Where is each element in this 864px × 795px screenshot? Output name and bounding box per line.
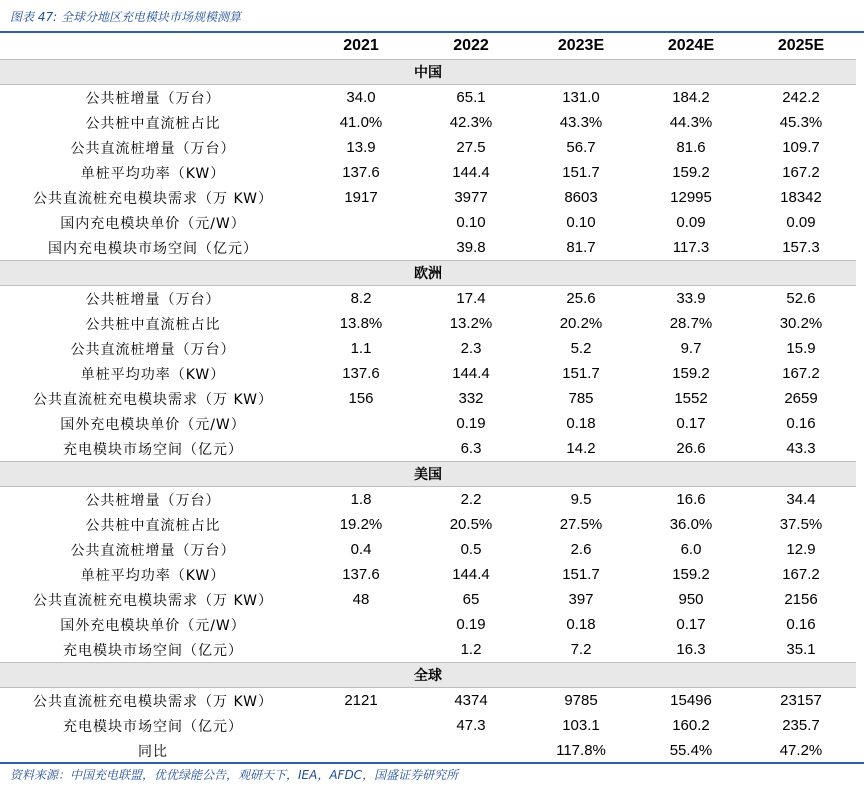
value-cell: 151.7 [562, 164, 600, 181]
section-row [0, 462, 856, 487]
value-cell: 43.3 [786, 440, 816, 457]
value-cell: 144.4 [452, 164, 490, 181]
header-cell: 2022 [453, 37, 489, 54]
value-cell: 0.17 [676, 616, 706, 633]
row-label: 公共直流桩增量（万台） [70, 341, 236, 358]
value-cell: 6.3 [460, 440, 482, 457]
table-row [0, 361, 856, 386]
value-cell: 1552 [674, 390, 708, 407]
value-cell: 65 [462, 591, 480, 608]
value-cell: 167.2 [782, 365, 820, 382]
table-row [0, 562, 856, 587]
table-row [0, 235, 856, 261]
section-row [0, 663, 856, 688]
value-cell: 1.1 [350, 340, 372, 357]
value-cell: 156 [348, 390, 374, 407]
value-cell: 137.6 [342, 164, 380, 181]
row-label: 公共直流桩充电模块需求（万 KW） [33, 693, 273, 710]
table-caption: 图表 47: 全球分地区充电模块市场规模测算 [10, 10, 241, 24]
section-title: 美国 [0, 462, 856, 487]
row-label: 公共直流桩充电模块需求（万 KW） [33, 391, 273, 408]
table-row [0, 160, 856, 185]
row-label: 国外充电模块单价（元/W） [60, 617, 246, 634]
value-cell: 15.9 [786, 340, 816, 357]
table-row [0, 738, 856, 763]
row-label: 国外充电模块单价（元/W） [60, 416, 246, 433]
value-cell: 2.3 [460, 340, 482, 357]
value-cell: 48 [352, 591, 370, 608]
value-cell: 27.5 [456, 139, 486, 156]
value-cell: 332 [458, 390, 484, 407]
row-label: 国内充电模块市场空间（亿元） [48, 240, 258, 257]
value-cell: 34.4 [786, 491, 816, 508]
header-cell: 2021 [343, 37, 379, 54]
table-row [0, 487, 856, 513]
value-cell [306, 637, 416, 663]
row-label: 公共桩中直流桩占比 [85, 115, 221, 132]
value-cell: 19.2% [339, 516, 383, 533]
value-cell: 0.16 [786, 415, 816, 432]
value-cell: 109.7 [782, 139, 820, 156]
value-cell: 9.7 [680, 340, 702, 357]
table-row [0, 637, 856, 663]
value-cell: 159.2 [672, 365, 710, 382]
value-cell: 35.1 [786, 641, 816, 658]
row-label: 充电模块市场空间（亿元） [63, 642, 243, 659]
value-cell: 151.7 [562, 566, 600, 583]
header-cell: 2025E [777, 37, 825, 54]
table-row [0, 311, 856, 336]
value-cell: 0.16 [786, 616, 816, 633]
value-cell: 0.5 [460, 541, 482, 558]
row-label: 公共直流桩充电模块需求（万 KW） [33, 592, 273, 609]
header-cell [0, 33, 306, 60]
table-row [0, 612, 856, 637]
value-cell: 3977 [454, 189, 488, 206]
value-cell: 0.10 [456, 214, 486, 231]
value-cell: 6.0 [680, 541, 702, 558]
value-cell: 27.5% [559, 516, 603, 533]
value-cell: 0.18 [566, 616, 596, 633]
row-label: 国内充电模块单价（元/W） [60, 215, 246, 232]
table-row [0, 85, 856, 111]
table-row [0, 135, 856, 160]
header-cell: 2024E [667, 37, 715, 54]
row-label: 公共桩增量（万台） [85, 90, 221, 107]
value-cell: 26.6 [676, 440, 706, 457]
table-row [0, 386, 856, 411]
value-cell: 167.2 [782, 566, 820, 583]
table-row [0, 713, 856, 738]
value-cell: 2.6 [570, 541, 592, 558]
value-cell: 81.7 [566, 239, 596, 256]
value-cell: 397 [568, 591, 594, 608]
value-cell: 0.4 [350, 541, 372, 558]
value-cell: 2156 [784, 591, 818, 608]
value-cell: 25.6 [566, 290, 596, 307]
row-label: 公共桩增量（万台） [85, 291, 221, 308]
value-cell [306, 612, 416, 637]
value-cell: 52.6 [786, 290, 816, 307]
row-label: 公共桩中直流桩占比 [85, 316, 221, 333]
value-cell [306, 235, 416, 261]
bottom-rule [0, 762, 864, 764]
value-cell: 41.0% [339, 114, 383, 131]
value-cell [306, 210, 416, 235]
row-label: 公共桩增量（万台） [85, 492, 221, 509]
value-cell: 137.6 [342, 365, 380, 382]
value-cell: 16.3 [676, 641, 706, 658]
table-row [0, 185, 856, 210]
value-cell: 56.7 [566, 139, 596, 156]
value-cell: 785 [568, 390, 594, 407]
value-cell [306, 713, 416, 738]
row-label: 单桩平均功率（KW） [80, 165, 226, 182]
value-cell [306, 411, 416, 436]
section-row [0, 261, 856, 286]
value-cell [306, 436, 416, 462]
value-cell: 7.2 [570, 641, 592, 658]
header-cell: 2023E [557, 37, 605, 54]
value-cell: 28.7% [669, 315, 713, 332]
value-cell: 43.3% [559, 114, 603, 131]
value-cell: 9.5 [570, 491, 592, 508]
value-cell: 65.1 [456, 89, 486, 106]
value-cell: 18342 [780, 189, 822, 206]
value-cell: 0.19 [456, 616, 486, 633]
value-cell: 13.8% [339, 315, 383, 332]
value-cell: 15496 [670, 692, 712, 709]
section-title: 中国 [0, 60, 856, 85]
table-row [0, 587, 856, 612]
section-title: 全球 [0, 663, 856, 688]
value-cell: 42.3% [449, 114, 493, 131]
table-body [0, 60, 856, 764]
value-cell: 30.2% [779, 315, 823, 332]
value-cell: 47.2% [779, 742, 823, 759]
value-cell: 2659 [784, 390, 818, 407]
value-cell: 242.2 [782, 89, 820, 106]
value-cell: 12.9 [786, 541, 816, 558]
value-cell: 20.5% [449, 516, 493, 533]
table-row [0, 512, 856, 537]
value-cell: 81.6 [676, 139, 706, 156]
value-cell: 37.5% [779, 516, 823, 533]
value-cell: 23157 [780, 692, 822, 709]
value-cell: 1917 [344, 189, 378, 206]
value-cell: 137.6 [342, 566, 380, 583]
value-cell: 4374 [454, 692, 488, 709]
value-cell: 9785 [564, 692, 598, 709]
value-cell: 20.2% [559, 315, 603, 332]
value-cell: 8.2 [350, 290, 372, 307]
value-cell: 39.8 [456, 239, 486, 256]
value-cell: 0.09 [786, 214, 816, 231]
value-cell: 103.1 [562, 717, 600, 734]
value-cell: 47.3 [456, 717, 486, 734]
table-row [0, 436, 856, 462]
value-cell: 5.2 [570, 340, 592, 357]
value-cell: 144.4 [452, 566, 490, 583]
value-cell: 34.0 [346, 89, 376, 106]
value-cell: 36.0% [669, 516, 713, 533]
value-cell [416, 738, 526, 763]
table-row [0, 336, 856, 361]
value-cell: 45.3% [779, 114, 823, 131]
value-cell: 0.10 [566, 214, 596, 231]
value-cell: 14.2 [566, 440, 596, 457]
row-label: 单桩平均功率（KW） [80, 366, 226, 383]
row-label: 同比 [138, 743, 168, 760]
market-size-table [0, 33, 856, 763]
table-row [0, 110, 856, 135]
value-cell: 159.2 [672, 566, 710, 583]
table-row [0, 210, 856, 235]
value-cell [306, 738, 416, 763]
table-row [0, 688, 856, 714]
table-row [0, 286, 856, 312]
value-cell: 12995 [670, 189, 712, 206]
value-cell: 0.18 [566, 415, 596, 432]
row-label: 公共直流桩充电模块需求（万 KW） [33, 190, 273, 207]
row-label: 公共直流桩增量（万台） [70, 140, 236, 157]
section-title: 欧洲 [0, 261, 856, 286]
value-cell: 2121 [344, 692, 378, 709]
section-row [0, 60, 856, 85]
value-cell: 0.17 [676, 415, 706, 432]
value-cell: 2.2 [460, 491, 482, 508]
value-cell: 117.3 [672, 239, 710, 256]
value-cell: 160.2 [672, 717, 710, 734]
value-cell: 13.9 [346, 139, 376, 156]
value-cell: 44.3% [669, 114, 713, 131]
value-cell: 33.9 [676, 290, 706, 307]
value-cell: 1.2 [460, 641, 482, 658]
value-cell: 55.4% [669, 742, 713, 759]
header-row [0, 33, 856, 60]
value-cell: 184.2 [672, 89, 710, 106]
value-cell: 167.2 [782, 164, 820, 181]
value-cell: 8603 [564, 189, 598, 206]
value-cell: 157.3 [782, 239, 820, 256]
source-note: 资料来源：中国充电联盟，优优绿能公告，观研天下，IEA，AFDC，国盛证券研究所 [10, 768, 459, 782]
value-cell: 950 [678, 591, 704, 608]
value-cell: 144.4 [452, 365, 490, 382]
value-cell: 0.09 [676, 214, 706, 231]
row-label: 单桩平均功率（KW） [80, 567, 226, 584]
value-cell: 131.0 [562, 89, 600, 106]
row-label: 公共桩中直流桩占比 [85, 517, 221, 534]
value-cell: 235.7 [782, 717, 820, 734]
table-row [0, 411, 856, 436]
row-label: 公共直流桩增量（万台） [70, 542, 236, 559]
value-cell: 151.7 [562, 365, 600, 382]
value-cell: 159.2 [672, 164, 710, 181]
value-cell: 117.8% [556, 742, 606, 759]
value-cell: 0.19 [456, 415, 486, 432]
value-cell: 16.6 [676, 491, 706, 508]
value-cell: 17.4 [456, 290, 486, 307]
table-row [0, 537, 856, 562]
row-label: 充电模块市场空间（亿元） [63, 441, 243, 458]
value-cell: 13.2% [449, 315, 493, 332]
row-label: 充电模块市场空间（亿元） [63, 718, 243, 735]
value-cell: 1.8 [350, 491, 372, 508]
